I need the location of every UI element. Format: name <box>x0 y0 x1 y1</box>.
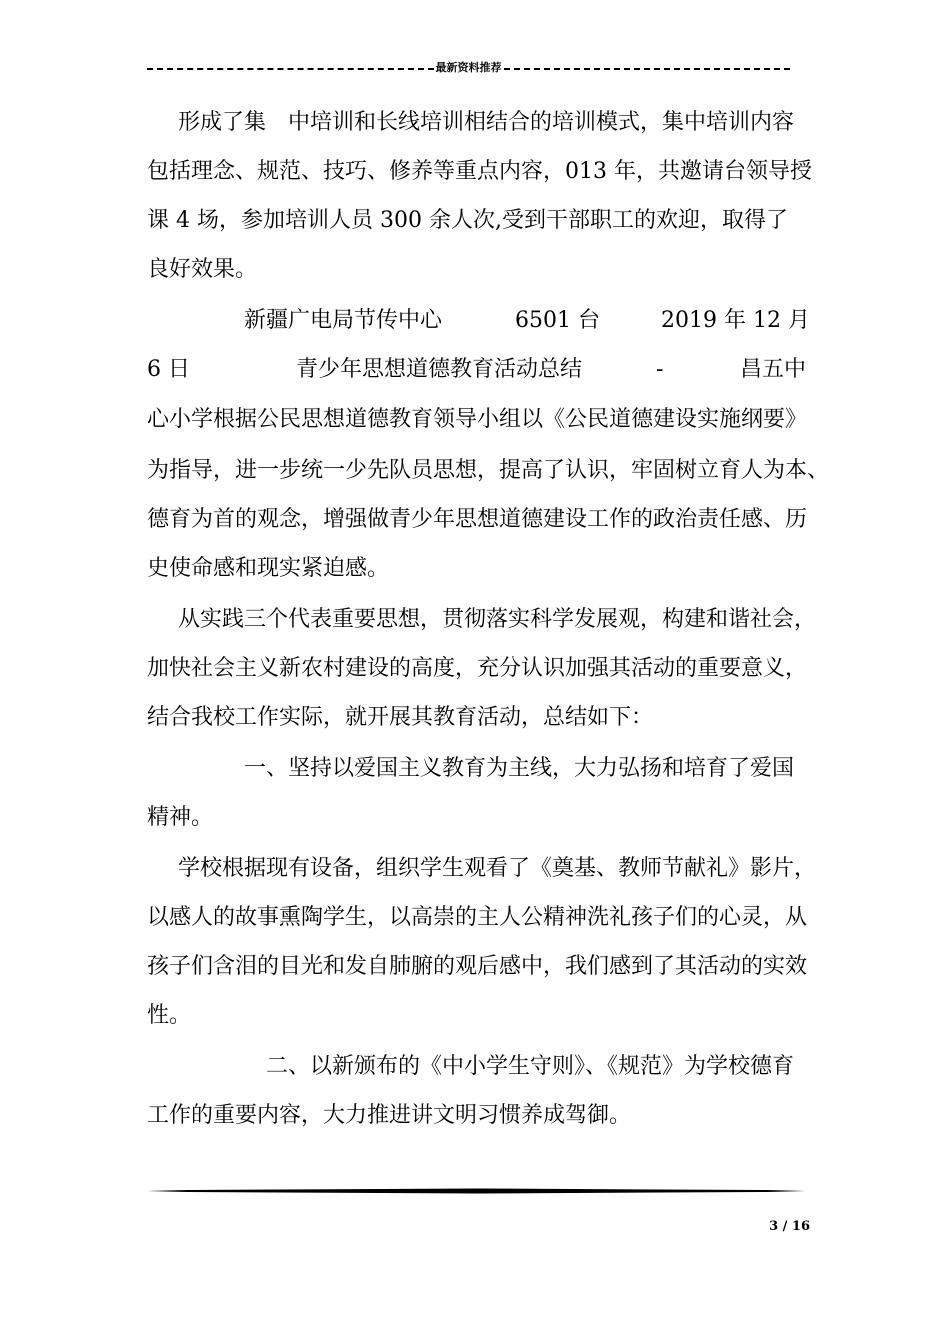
paragraph-line: 课 4 场，参加培训人员 300 余人次,受到干部职工的欢迎，取得了 <box>147 208 788 233</box>
paragraph-line: 学校根据现有设备，组织学生观看了《奠基、教师节献礼》影片， <box>178 856 817 881</box>
paragraph-line: 良好效果。 <box>147 257 258 282</box>
section-title: 青少年思想道德教育活动总结 <box>296 357 583 382</box>
section-heading-2: 二、以新颁布的《中小学生守则》、《规范》为学校德育 <box>266 1054 795 1079</box>
signature-station: 6501 台 <box>515 308 600 333</box>
paragraph-line: 性。 <box>147 1003 192 1028</box>
paragraph-line: 包括理念、规范、技巧、修养等重点内容，013 年，共邀请台领导授 <box>147 159 812 184</box>
paragraph-line: 以感人的故事熏陶学生，以高崇的主人公精神洗礼孩子们的心灵，从 <box>147 905 808 930</box>
header-title: 最新资料推荐 <box>435 61 502 74</box>
paragraph-line: 工作的重要内容，大力推进讲文明习惯养成驾御。 <box>147 1103 632 1128</box>
paragraph-line: 精神。 <box>147 805 214 830</box>
paragraph-line: 史使命感和现实紧迫感。 <box>147 556 390 581</box>
paragraph-line: 孩子们含泪的目光和发自肺腑的观后感中，我们感到了其活动的实效 <box>147 954 808 979</box>
header-dash-right <box>504 68 791 70</box>
date-day: 6 日 <box>147 357 190 382</box>
paragraph-line: 为指导，进一步统一少先队员思想，提高了认识，牢固树立育人为本、 <box>147 458 830 483</box>
paragraph-line: 结合我校工作实际，就开展其教育活动，总结如下： <box>147 705 654 730</box>
paragraph-line: 从实践三个代表重要思想，贯彻落实科学发展观，构建和谐社会， <box>178 607 817 632</box>
paragraph-line: 德育为首的观念，增强做青少年思想道德建设工作的政治责任感、历 <box>147 507 808 532</box>
paragraph-line: 加快社会主义新农村建设的高度，充分认识加强其活动的重要意义， <box>147 656 808 681</box>
header-dash-left <box>147 68 434 70</box>
title-dash: - <box>656 357 664 382</box>
paragraph-line: 形成了集 中培训和长线培训相结合的培训模式，集中培训内容 <box>178 110 795 135</box>
page-header <box>147 58 790 78</box>
signature-org: 新疆广电局节传中心 <box>244 308 443 333</box>
page-number: 3 / 16 <box>769 1219 810 1234</box>
paragraph-line: 心小学根据公民思想道德教育领导小组以《公民道德建设实施纲要》 <box>147 407 808 432</box>
section-heading-1: 一、坚持以爱国主义教育为主线，大力弘扬和培育了爱国 <box>244 756 795 781</box>
footer-rule <box>147 1188 806 1194</box>
signature-date: 2019 年 12 月 <box>661 308 810 333</box>
school-name-start: 昌五中 <box>740 357 807 382</box>
